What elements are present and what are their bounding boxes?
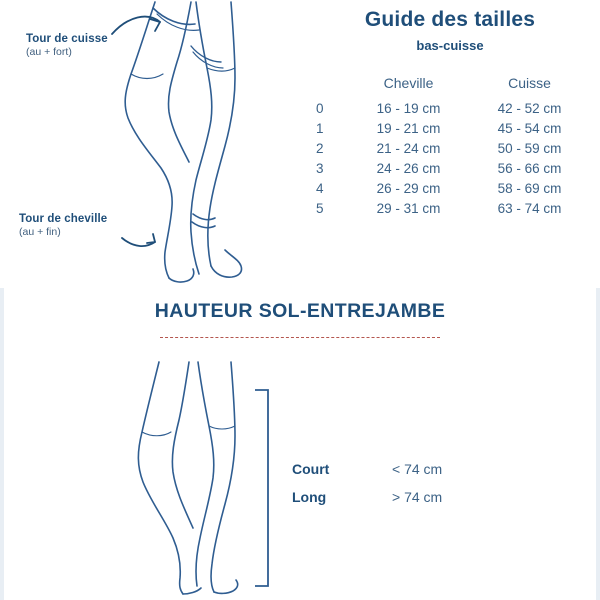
length-table	[292, 455, 442, 511]
height-bracket-icon	[255, 390, 268, 586]
table-row	[310, 118, 590, 138]
table-row	[310, 98, 590, 118]
cell-ankle: 26 - 29 cm	[376, 180, 441, 196]
length-label: Long	[292, 489, 327, 505]
callout-ankle-sub: (au + fin)	[19, 226, 61, 238]
section-title-height: HAUTEUR SOL-ENTREJAMBE	[154, 300, 446, 322]
cell-thigh: 56 - 66 cm	[497, 160, 562, 176]
callout-ankle-title: Tour de cheville	[19, 213, 108, 225]
table-header-size	[310, 75, 348, 98]
table-row	[310, 158, 590, 178]
dashed-divider	[160, 337, 440, 338]
table-header-row	[310, 75, 590, 98]
table-header-ankle: Cheville	[383, 75, 434, 91]
legs-illustration-bottom	[115, 360, 275, 595]
cell-ankle: 16 - 19 cm	[376, 100, 441, 116]
callout-thigh-sub: (au + fort)	[26, 46, 72, 58]
cell-thigh: 58 - 69 cm	[497, 180, 562, 196]
cell-size: 2	[316, 140, 324, 156]
cell-ankle: 21 - 24 cm	[376, 140, 441, 156]
length-label: Court	[292, 461, 330, 477]
callout-thigh-title: Tour de cuisse	[26, 33, 108, 45]
table-header-thigh: Cuisse	[508, 75, 551, 91]
legs-illustration-top	[95, 0, 265, 285]
cell-thigh: 63 - 74 cm	[497, 200, 562, 216]
callout-thigh	[26, 33, 108, 58]
callout-ankle	[19, 213, 107, 238]
table-row	[310, 178, 590, 198]
table-row	[310, 198, 590, 218]
right-edge-band	[596, 288, 600, 600]
table-row	[310, 138, 590, 158]
cell-size: 1	[316, 120, 324, 136]
length-value: < 74 cm	[392, 461, 443, 477]
table-row	[292, 483, 442, 511]
page-title: Guide des tailles	[364, 8, 536, 31]
cell-ankle: 29 - 31 cm	[376, 200, 441, 216]
cell-size: 4	[316, 180, 324, 196]
table-row	[292, 455, 442, 483]
cell-size: 3	[316, 160, 324, 176]
cell-ankle: 24 - 26 cm	[376, 160, 441, 176]
size-table	[310, 75, 590, 218]
cell-thigh: 50 - 59 cm	[497, 140, 562, 156]
page-subtitle: bas-cuisse	[416, 38, 484, 53]
top-illustration-section	[0, 0, 600, 288]
size-guide-block	[310, 8, 590, 218]
left-edge-band	[0, 288, 4, 600]
length-value: > 74 cm	[392, 489, 443, 505]
cell-size: 0	[316, 100, 324, 116]
cell-size: 5	[316, 200, 324, 216]
cell-thigh: 45 - 54 cm	[497, 120, 562, 136]
cell-ankle: 19 - 21 cm	[376, 120, 441, 136]
cell-thigh: 42 - 52 cm	[497, 100, 562, 116]
